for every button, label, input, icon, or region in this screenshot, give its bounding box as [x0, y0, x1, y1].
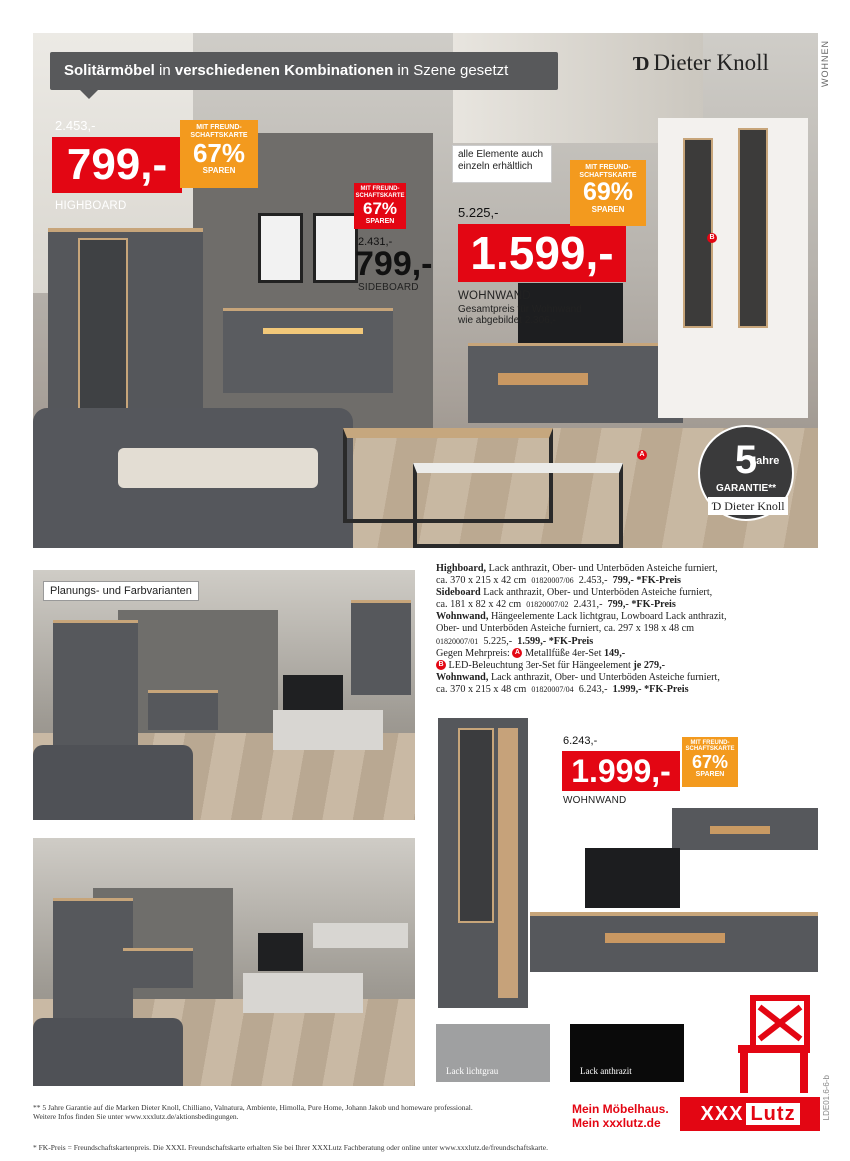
- garantie-seal: 5 Jahre GARANTIE**: [698, 425, 794, 521]
- wall-picture: [258, 213, 303, 283]
- banner-pointer: [80, 90, 98, 99]
- variants-tag: Planungs- und Farbvarianten: [43, 581, 199, 601]
- tall-cabinet-wood: [498, 728, 518, 998]
- sideboard-old-price: 2.431,-: [358, 236, 393, 248]
- sideboard-caption: SIDEBOARD: [358, 282, 419, 293]
- coffee-table: [413, 463, 623, 548]
- wohnwand1-caption: WOHNWAND: [458, 290, 531, 302]
- wall-cabinet-glass: [738, 128, 768, 328]
- footnote-fk-preis: * FK-Preis = Freundschaftskartenpreis. Die XXXL Freundschaftskarte erhalten Sie bei Ihrer XXXLutz Fachberatung oder online unter www.xxxlutz.de/freundschaftskarte.: [33, 1143, 548, 1152]
- sideboard-savings-badge: MIT FREUND- SCHAFTSKARTE 67% SPAREN: [354, 183, 406, 229]
- chair-logo-seat: [738, 1045, 810, 1053]
- hanging-cabinet-wood: [710, 826, 770, 834]
- lowboard-wood-panel: [605, 933, 725, 943]
- highboard-price: 799,-: [52, 137, 182, 193]
- wohnwand1-old-price: 5.225,-: [458, 205, 499, 220]
- garantie-brand-logo: Ɗ Dieter Knoll: [708, 497, 788, 515]
- xxxlutz-logo: XXX Lutz: [680, 1097, 820, 1131]
- marker-b: B: [707, 233, 717, 243]
- tv: [585, 848, 680, 908]
- headline-banner: Solitärmöbel in verschiedenen Kombinationen in Szene gesetzt: [50, 52, 558, 90]
- highboard-old-price: 2.453,-: [55, 118, 96, 133]
- wohnwand1-total: Gesamtpreis für Wohnwand wie abgebildet 2.306,-: [458, 304, 582, 326]
- sideboard-price: 799,-: [355, 245, 433, 283]
- chair-logo-leg: [800, 1053, 808, 1093]
- room-scene-grey: [33, 570, 415, 820]
- wohnwand1-price: 1.599,-: [458, 224, 626, 282]
- page-code: LDE01.6-6-b: [822, 1075, 831, 1121]
- highboard-savings-badge: MIT FREUND- SCHAFTSKARTE 67% SPAREN: [180, 120, 258, 188]
- marker-a: A: [637, 450, 647, 460]
- footnote-garantie: ** 5 Jahre Garantie auf die Marken Dieter Knoll, Chilliano, Valnatura, Ambiente, Himolla, Pure Home, Johann Jakob und homeware professional. Weitere Infos finden Sie unter www.xxxlutz.de/aktionsbedingungen.: [33, 1103, 473, 1121]
- section-label: WOHNEN: [820, 40, 830, 87]
- tall-cabinet-glass: [458, 728, 494, 923]
- wohnwand2-caption: WOHNWAND: [563, 795, 627, 806]
- sideboard-led: [263, 328, 363, 334]
- product-description: Highboard, Lack anthrazit, Ober- und Unterböden Asteiche furniert, ca. 370 x 215 x 42 cm 01820007/06 2.453,- 799,- *FK-Preis Sideboard Lack anthrazit, Ober- und Unterböden Asteiche furniert, ca. 181 x 82 x 42 cm 01820007/02 2.431,- 799,- *FK-Preis Wohnwand, Hängeelemente Lack lichtgrau, Lowboard Lack anthrazit, Ober- und Unterböden Asteiche furniert, ca. 297 x 198 x 48 cm 01820007/01 5.225,- 1.599,- *FK-Preis Gegen Mehrpreis: A Metallfüße 4er-Set 149,- B LED-Beleuchtung 3er-Set für Hängeelement je 279,- Wohnwand, Lack anthrazit, Ober- und Unterböden Asteiche furniert, ca. 370 x 215 x 48 cm 01820007/04 6.243,- 1.999,- *FK-Preis: [436, 563, 727, 695]
- room-scene-light: [33, 838, 415, 1086]
- wall-picture: [313, 213, 358, 283]
- swatch-lichtgrau: Lack lichtgrau: [436, 1024, 550, 1082]
- wohnwand2-old-price: 6.243,-: [563, 735, 598, 747]
- wall-cabinets: [658, 118, 808, 418]
- highboard-caption: HIGHBOARD: [55, 200, 127, 212]
- lowboard-wood-panel: [498, 373, 588, 385]
- sideboard-furniture: [223, 308, 393, 393]
- swatch-anthrazit: Lack anthrazit: [570, 1024, 684, 1082]
- elements-note: alle Elemente auch einzeln erhältlich: [452, 145, 552, 183]
- dieter-knoll-logo: Ɗ Dieter Knoll: [633, 50, 769, 75]
- wohnwand2-savings-badge: MIT FREUND- SCHAFTSKARTE 67% SPAREN: [682, 737, 738, 787]
- wohnwand1-savings-badge: MIT FREUND- SCHAFTSKARTE 69% SPAREN: [570, 160, 646, 226]
- store-slogan: Mein Möbelhaus. Mein xxxlutz.de: [572, 1102, 669, 1130]
- highboard-glass-door: [78, 238, 128, 418]
- chair-logo-leg: [740, 1053, 748, 1093]
- sofa-blanket: [118, 448, 318, 488]
- wohnwand2-price: 1.999,-: [562, 751, 680, 791]
